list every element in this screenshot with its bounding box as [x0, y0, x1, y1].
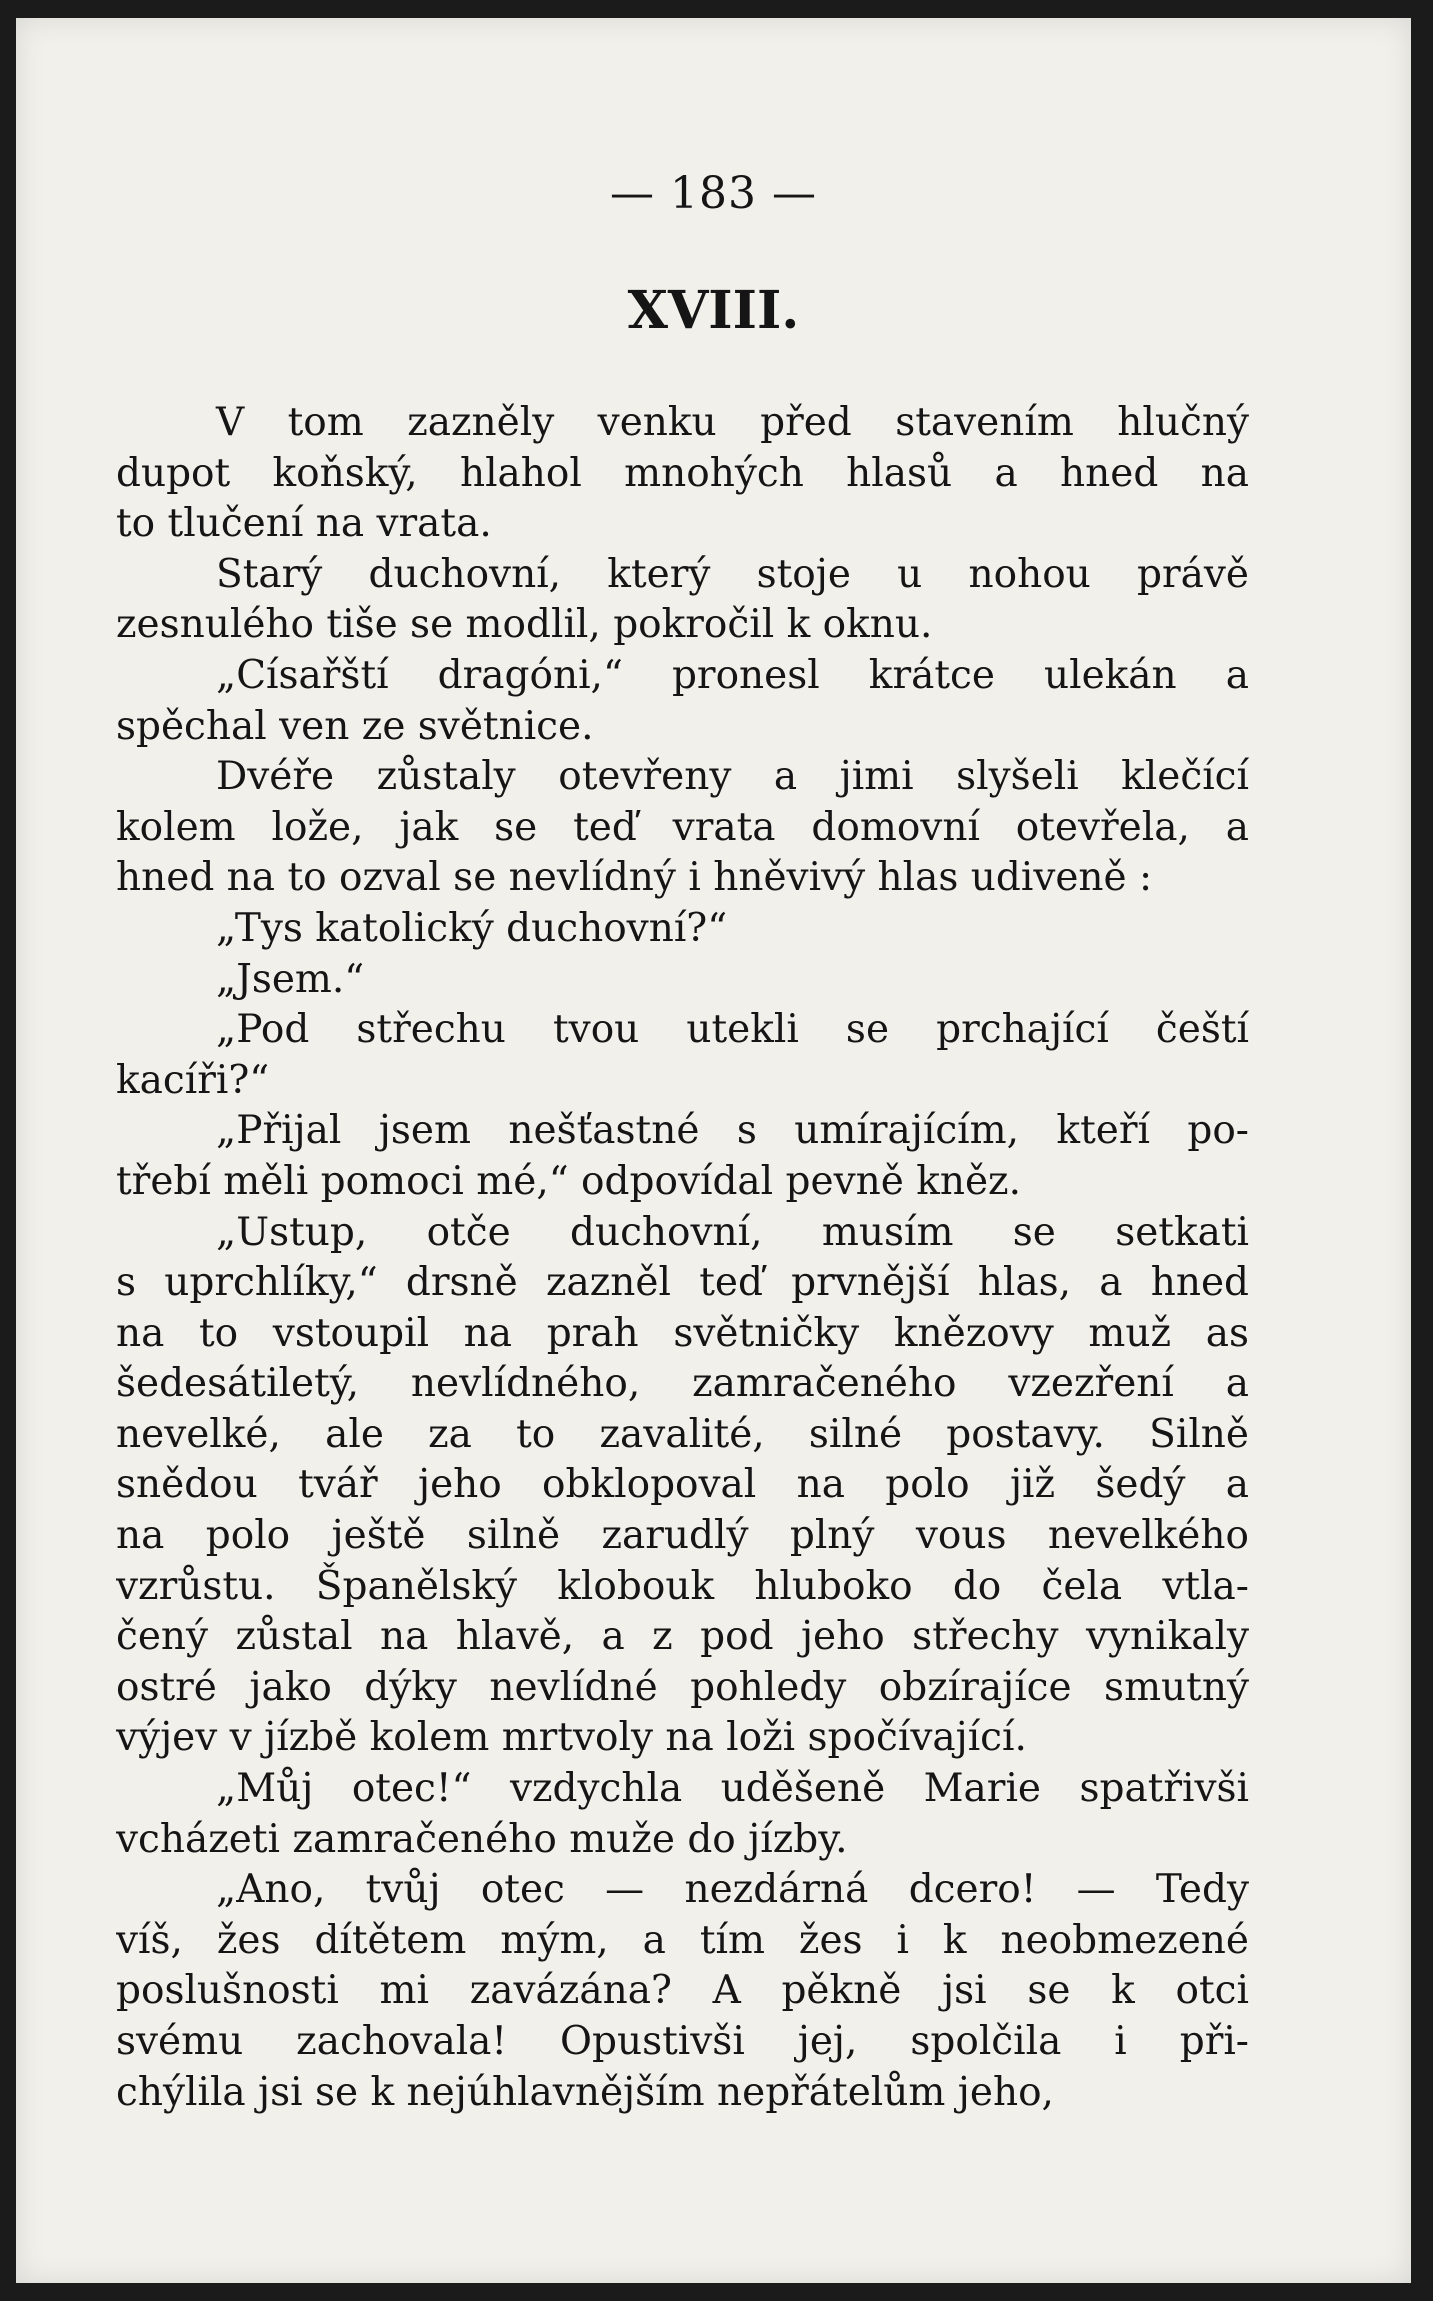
text-line: na polo ještě silně zarudlý plný vous nevelkého — [116, 1513, 1249, 1559]
book-page — [16, 18, 1411, 2283]
text-line: „Císařští dragóni,“ pronesl krátce ulekán a — [216, 652, 1249, 698]
text-line: „Tys katolický duchovní?“ — [216, 905, 728, 951]
text-line: výjev v jízbě kolem mrtvoly na loži spočívající. — [116, 1715, 1027, 1761]
text-line: víš, žes dítětem mým, a tím žes i k neobmezené — [116, 1917, 1249, 1963]
text-line: „Přijal jsem nešťastné s umírajícím, kteří po- — [216, 1108, 1249, 1154]
text-line: nevelké, ale za to zavalité, silné postavy. Silně — [116, 1411, 1249, 1457]
text-line: „Můj otec!“ vzdychla uděšeně Marie spatřivši — [216, 1766, 1249, 1812]
text-line: snědou tvář jeho obklopoval na polo již šedý a — [116, 1462, 1249, 1508]
text-line: poslušnosti mi zavázána? A pěkně jsi se k otci — [116, 1968, 1249, 2014]
text-line: na to vstoupil na prah světničky knězovy muž as — [116, 1310, 1249, 1356]
text-line: ostré jako dýky nevlídné pohledy obzírajíce smutný — [116, 1664, 1249, 1710]
text-line: Starý duchovní, který stoje u nohou právě — [216, 551, 1249, 597]
text-line: vzrůstu. Španělský klobouk hluboko do čela vtla- — [116, 1563, 1249, 1609]
text-line: kolem lože, jak se teď vrata domovní otevřela, a — [116, 804, 1249, 850]
text-line: V tom zazněly venku před stavením hlučný — [216, 400, 1249, 445]
text-line: zesnulého tiše se modlil, pokročil k oknu. — [116, 602, 933, 648]
text-line: kacíři?“ — [116, 1057, 270, 1103]
chapter-heading: XVIII. — [627, 280, 800, 341]
text-line: třebí měli pomoci mé,“ odpovídal pevně kněz. — [116, 1158, 1021, 1204]
page-number: — 183 — — [610, 168, 817, 219]
text-line: s uprchlíky,“ drsně zazněl teď prvnější hlas, a hned — [116, 1260, 1249, 1306]
text-line: hned na to ozval se nevlídný i hněvivý hlas udiveně : — [116, 855, 1153, 901]
text-line: šedesátiletý, nevlídného, zamračeného vzezření a — [116, 1361, 1249, 1407]
text-line: „Jsem.“ — [216, 956, 365, 1002]
text-line: svému zachovala! Opustivši jej, spolčila i při- — [116, 2019, 1249, 2064]
text-line: čený zůstal na hlavě, a z pod jeho střechy vynikaly — [116, 1614, 1249, 1660]
body-text — [116, 398, 1249, 2118]
text-line: vcházeti zamračeného muže do jízby. — [116, 1816, 848, 1862]
text-line: spěchal ven ze světnice. — [116, 703, 594, 749]
text-line: to tlučení na vrata. — [116, 501, 492, 547]
text-line: „Pod střechu tvou utekli se prchající čeští — [216, 1007, 1249, 1053]
text-line: dupot koňský, hlahol mnohých hlasů a hned na — [116, 450, 1249, 496]
text-line: Dvéře zůstaly otevřeny a jimi slyšeli klečící — [216, 754, 1249, 800]
text-line: chýlila jsi se k nejúhlavnějším nepřátelům jeho, — [116, 2069, 1054, 2115]
text-line: „Ano, tvůj otec — nezdárná dcero! — Tedy — [216, 1867, 1249, 1913]
text-line: „Ustup, otče duchovní, musím se setkati — [216, 1209, 1249, 1255]
